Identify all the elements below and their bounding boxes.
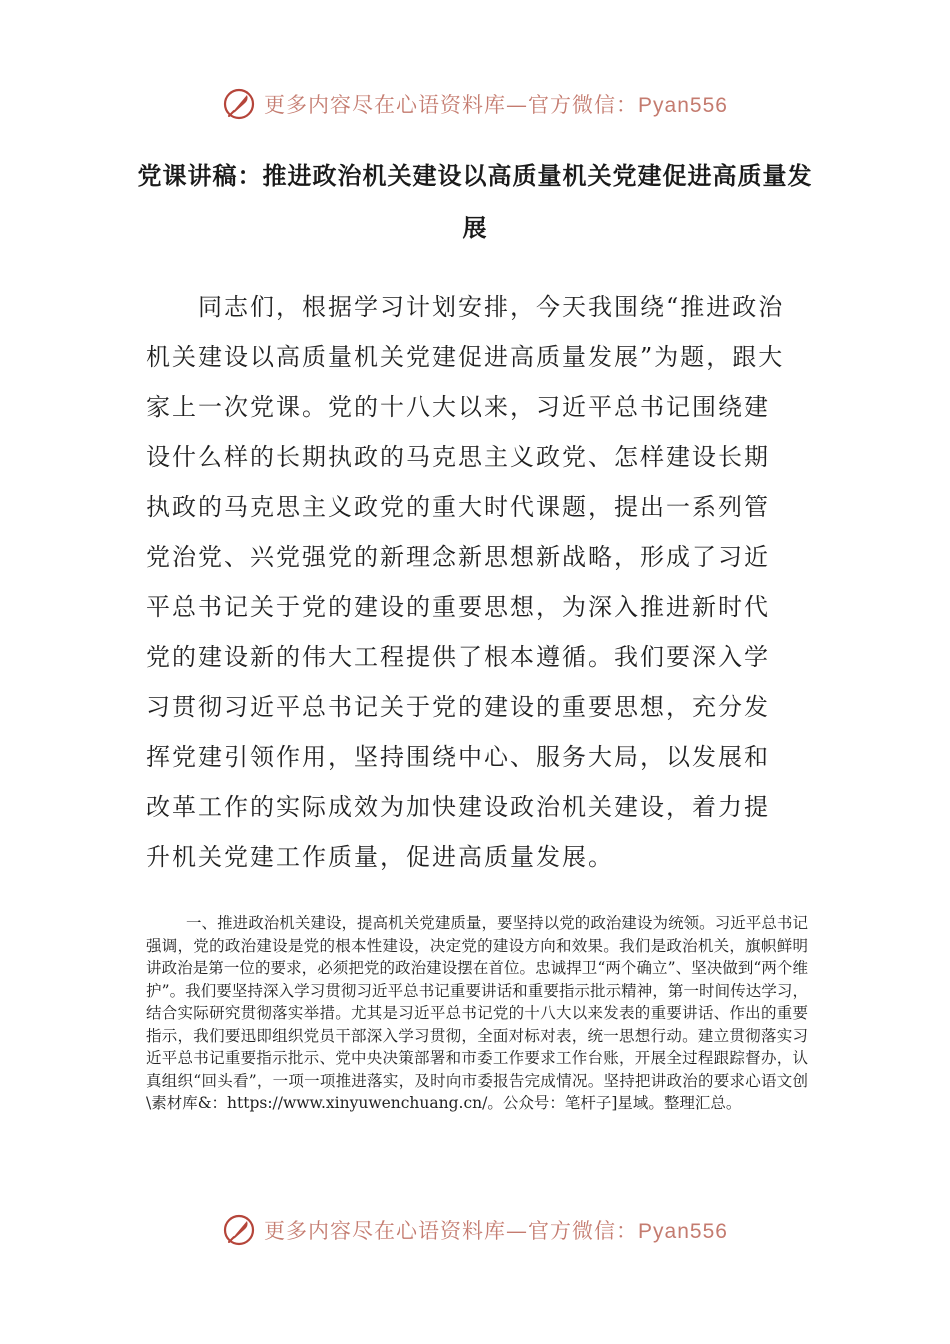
footer-watermark	[0, 1210, 950, 1250]
quill-logo-icon	[222, 87, 256, 121]
section-one-paragraph: 一、推进政治机关建设，提高机关党建质量，要坚持以党的政治建设为统领。习近平总书记强调，党的政治建设是党的根本性建设，决定党的建设方向和效果。我们是政治机关，旗帜鲜明讲政治是第一位的要求，必须把党的政治建设摆在首位。忠诚捍卫“两个确立”、坚决做到“两个维护”。我们要坚持深入学习贯彻习近平总书记重要讲话和重要指示批示精神，第一时间传达学习，结合实际研究贯彻落实举措。尤其是习近平总书记党的十八大以来发表的重要讲话、作出的重要指示，我们要迅即组织党员干部深入学习贯彻，全面对标对表，统一思想行动。建立贯彻落实习近平总书记重要指示批示、党中央决策部署和市委工作要求工作台账，开展全过程跟踪督办，认真组织“回头看”，一项一项推进落实，及时向市委报告完成情况。坚持把讲政治的要求心语文创\素材库&：https://www.xinyuwenchuang.cn/。公众号：笔杆子]星域。整理汇总。	[146, 914, 808, 1112]
document-title: 党课讲稿：推进政治机关建设以高质量机关党建促进高质量发展	[137, 162, 813, 242]
watermark-handle: Pyan556	[638, 1220, 728, 1243]
header-watermark	[0, 84, 950, 124]
watermark-handle: Pyan556	[638, 94, 728, 117]
quill-logo-icon	[222, 1213, 256, 1247]
watermark-text: 更多内容尽在心语资料库—官方微信：Pyan556	[264, 1219, 728, 1243]
intro-paragraph: 同志们，根据学习计划安排，今天我围绕“推进政治机关建设以高质量机关党建促进高质量发展”为题，跟大家上一次党课。党的十八大以来，习近平总书记围绕建设什么样的长期执政的马克思主义政党、怎样建设长期执政的马克思主义政党的重大时代课题，提出一系列管党治党、兴党强党的新理念新思想新战略，形成了习近平总书记关于党的建设的重要思想，为深入推进新时代党的建设新的伟大工程提供了根本遵循。我们要深入学习贯彻习近平总书记关于党的建设的重要思想，充分发挥党建引领作用，坚持围绕中心、服务大局，以发展和改革工作的实际成效为加快建设政治机关建设，着力提升机关党建工作质量，促进高质量发展。	[146, 293, 785, 871]
watermark-text: 更多内容尽在心语资料库—官方微信：Pyan556	[264, 93, 728, 117]
